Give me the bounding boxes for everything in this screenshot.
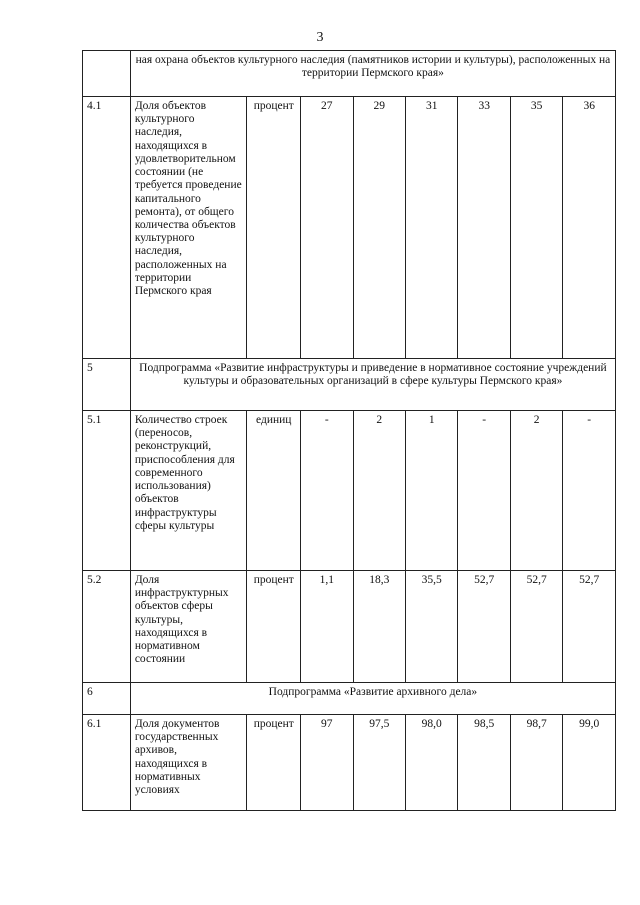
- value-cell: 97,5: [353, 715, 405, 811]
- subprogram-row: [83, 683, 616, 715]
- indicator-name: Количество строек (переносов, реконструкций, приспособления для современного использования) объектов инфраструктуры сферы культуры: [130, 411, 247, 571]
- row-number: 5.1: [83, 411, 131, 571]
- indicator-name: Доля документов государственных архивов, находящихся в нормативных условиях: [130, 715, 247, 811]
- table-cell: [83, 51, 131, 97]
- value-cell: 1: [406, 411, 458, 571]
- value-cell: -: [301, 411, 353, 571]
- table-row: [83, 571, 616, 683]
- value-cell: 36: [563, 97, 616, 359]
- value-cell: 98,0: [406, 715, 458, 811]
- value-cell: 97: [301, 715, 353, 811]
- value-cell: 1,1: [301, 571, 353, 683]
- value-cell: 35,5: [406, 571, 458, 683]
- value-cell: 29: [353, 97, 405, 359]
- value-cell: 98,5: [458, 715, 510, 811]
- value-cell: 33: [458, 97, 510, 359]
- value-cell: 35: [510, 97, 562, 359]
- subprogram-title: Подпрограмма «Развитие архивного дела»: [130, 683, 615, 715]
- continuation-heading: ная охрана объектов культурного наследия (памятников истории и культуры), расположенных на территории Пермского края»: [130, 51, 615, 97]
- indicators-table: [82, 50, 616, 811]
- table-row: [83, 97, 616, 359]
- value-cell: 2: [353, 411, 405, 571]
- row-number: 6: [83, 683, 131, 715]
- unit-cell: процент: [247, 97, 301, 359]
- value-cell: 2: [510, 411, 562, 571]
- table-row: [83, 715, 616, 811]
- value-cell: -: [563, 411, 616, 571]
- value-cell: 99,0: [563, 715, 616, 811]
- value-cell: 52,7: [563, 571, 616, 683]
- row-number: 6.1: [83, 715, 131, 811]
- value-cell: 31: [406, 97, 458, 359]
- table-row: [83, 51, 616, 97]
- value-cell: 52,7: [510, 571, 562, 683]
- value-cell: 98,7: [510, 715, 562, 811]
- value-cell: 18,3: [353, 571, 405, 683]
- page-number: 3: [316, 30, 324, 45]
- unit-cell: процент: [247, 715, 301, 811]
- row-number: 5.2: [83, 571, 131, 683]
- row-number: 5: [83, 359, 131, 411]
- indicator-name: Доля объектов культурного наследия, находящихся в удовлетворительном состоянии (не требуется проведение капитального ремонта), от общего количества объектов культурного наследия, расположенных на территории Пермского края: [130, 97, 247, 359]
- subprogram-row: [83, 359, 616, 411]
- table-row: [83, 411, 616, 571]
- unit-cell: процент: [247, 571, 301, 683]
- value-cell: -: [458, 411, 510, 571]
- row-number: 4.1: [83, 97, 131, 359]
- unit-cell: единиц: [247, 411, 301, 571]
- value-cell: 52,7: [458, 571, 510, 683]
- indicator-name: Доля инфраструктурных объектов сферы культуры, находящихся в нормативном состоянии: [130, 571, 247, 683]
- subprogram-title: Подпрограмма «Развитие инфраструктуры и приведение в нормативное состояние учреждений культуры и образовательных организаций в сфере культуры Пермского края»: [130, 359, 615, 411]
- value-cell: 27: [301, 97, 353, 359]
